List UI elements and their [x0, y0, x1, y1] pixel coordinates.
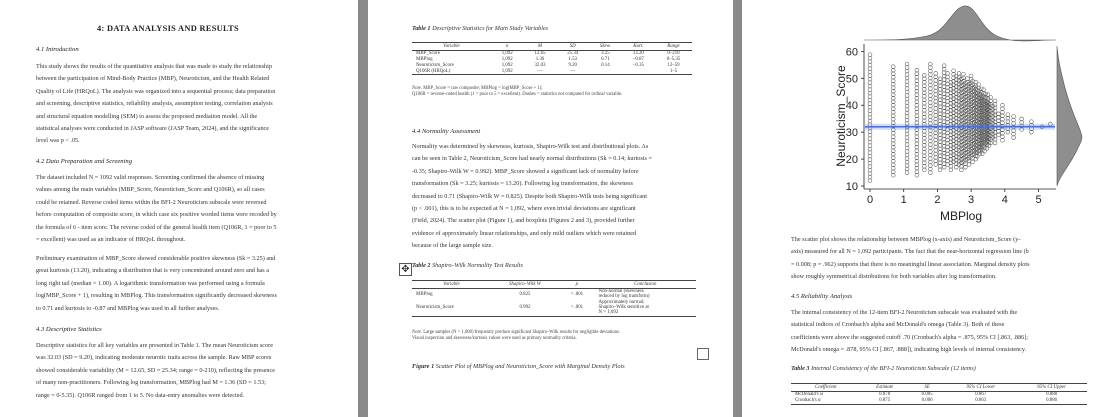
table1-note-line-2: Q106R = reverse-coded health (1 = poor to 5 = excellent). Dashes = statistics not computed for ordinal variable. [412, 92, 623, 97]
paragraph-normality [412, 141, 698, 253]
paragraph-line: McDonald's omega = .878, 95% CI [.867, .888]), indicating high levels of internal consistency. [791, 346, 1027, 354]
table-header-cell: Skew. [589, 43, 622, 51]
table-cell: 32.03 [534, 62, 546, 68]
table2-note [412, 330, 620, 342]
paragraph-descriptive-statistics [36, 340, 322, 402]
table2-note-label: Note. [412, 330, 423, 335]
table-cell: 3.25 [601, 51, 610, 57]
x-tick-label: 1 [900, 194, 907, 206]
table-cell: Cronbach's α [791, 398, 861, 404]
y-tick-label: 10 [845, 181, 858, 193]
table-header-cell: Estimate [861, 384, 909, 392]
document-page-3 [742, 0, 1100, 417]
table-cell: 1,092 [501, 62, 513, 68]
x-axis-label: MBPlog [939, 209, 983, 223]
table1-caption [412, 25, 548, 32]
table-header-cell: Shapiro–Wilk W [491, 281, 559, 289]
table-header-row [791, 384, 1087, 392]
paragraph-line: Normality was determined by skewness, kurtosis, Shapiro-Wilk test and distributional plots. As [412, 143, 649, 150]
table-cell: 13.20 [632, 51, 644, 57]
paragraph-line: and screening, descriptive statistics, reliability analysis, assumption testing, correlation analysis [36, 100, 273, 108]
table-cell: −0.35 [632, 62, 644, 68]
table-header-cell: p [559, 281, 594, 289]
paragraph-line: This study shows the results of the quantitative analysis that was made to study the relationship [36, 63, 272, 70]
paragraph-line: the formula of 6 - item score. The reverse coded of the general health item (Q106R, 1 = poor to 5 [36, 223, 277, 231]
table3-internal-consistency [791, 383, 1087, 405]
paragraph-line: evidence of approximately linear relationships, and only mild outliers which were retained [412, 229, 637, 237]
paragraph-line: Quality of Life (HRQoL). The analysis was organized into a sequential process; data preparation [36, 87, 276, 95]
move-handle-icon[interactable]: ✥ [399, 263, 412, 276]
paragraph-line: between the participation of Mind-Body Practice (MBP), Neuroticism, and the Health Related [36, 75, 270, 83]
x-tick-label: 2 [934, 194, 941, 206]
table-cell [595, 289, 696, 300]
table-cell: Neuroticism_Score [412, 300, 491, 316]
paragraph-preliminary-examination [36, 253, 322, 315]
table-cell-line: reduced by log transform) [598, 294, 650, 300]
paragraph-line: The dataset included N = 1092 valid responses. Screening confirmed the absence of missing [36, 174, 265, 181]
paragraph-line: axis) measured for all N = 1,092 participants. The fact that the near-horizontal regression line (b [791, 248, 1029, 256]
table1-note-label: Note. [412, 86, 423, 91]
table-cell: — [556, 68, 589, 74]
table-cell: 0–210 [667, 51, 680, 57]
table2-note-line-2: Visual inspection and skewness/kurtosis values were used as primary normality criteria. [412, 336, 577, 341]
table-cell: 0.867 [975, 392, 987, 398]
y-tick-label: 50 [845, 73, 858, 86]
table-cell: 25.34 [567, 51, 579, 57]
table-cell: < .001 [559, 300, 594, 316]
paragraph-line: show roughly symmetrical distributions for both variables after log transformation. [791, 273, 997, 281]
table-cell: Neuroticism_Score [416, 62, 454, 68]
paragraph-line: great kurtosis (13.20), indicating a distribution that is very concentrated around zero and has a [36, 267, 269, 275]
paragraph-line: log(MBP_Score + 1), resulting in MBPlog. This transformation significantly decreased skewness [36, 292, 277, 300]
table-header-cell: Kurt. [622, 43, 655, 51]
paragraph-line: statistical analyses were conducted in JASP software (JASP Team, 2024), and the significance [36, 125, 270, 133]
y-tick-label: 40 [845, 100, 858, 113]
table-row [412, 289, 696, 300]
paragraph-line: long right tail (median = 1.00). A logarithmic transformation was performed using a formula [36, 279, 265, 287]
table1-note [412, 86, 622, 98]
paragraph-line: = excellent) was used as an indicator of HRQoL throughout. [36, 236, 186, 244]
paragraph-data-preparation [36, 172, 322, 246]
paragraph-line: decreased to 0.71 (Shapiro-Wilk W = 0.825). Despite both Shapiro-Wilk tests being significant [412, 192, 647, 200]
paragraph-line: -0.35; Shapiro-Wilk W = 0.992). MBP_Score showed a significant lack of normality before [412, 167, 639, 175]
table-cell [595, 300, 696, 316]
paragraph-line: range = 0-5.35). Q106R ranged from 1 to 5. No data-entry anomalies were detected. [36, 391, 245, 399]
table-header-row [412, 43, 692, 51]
paragraph-reliability [791, 307, 1081, 357]
paragraph-line: level was p < .05. [36, 137, 80, 145]
section-heading-reliability: 4.5 Reliability Analysis [791, 293, 853, 300]
table-cell-line: Non-normal (skewness [598, 289, 644, 295]
table-cell: 1.53 [568, 57, 577, 63]
table-cell: McDonald's ω [795, 392, 824, 398]
table-cell: 12–59 [667, 62, 680, 68]
table-header-cell: SD [556, 43, 589, 51]
section-heading-normality: 4.4 Normality Assessment [412, 128, 481, 135]
paragraph-line: Preliminary examination of MBP_Score showed considerable positive skewness (Sk = 3.25) and [36, 255, 276, 262]
table2-caption [412, 262, 523, 269]
table-cell: 0.992 [491, 300, 559, 316]
section-heading-data-preparation: 4.2 Data Preparation and Screening [36, 158, 133, 165]
table-header-cell: SE [909, 384, 946, 392]
paragraph-line: could be retained. Reverse coded items within the BFI-2 Neuroticism subscale were reversed [36, 198, 267, 206]
table-cell-line: Shapiro–Wilk sensitive at [598, 305, 649, 311]
table-cell: 0.006 [909, 398, 946, 404]
x-tick-label: 5 [1035, 194, 1042, 206]
y-marginal-density [1057, 46, 1082, 186]
table-cell: −0.87 [632, 57, 644, 63]
paragraph-line: of many non-practitioners. Following log transformation, MBPlog had M = 1.36 (SD = 1.53; [36, 379, 266, 387]
paragraph-line: can be seen in Table 2, Neuroticism_Score had nearly normal distributions (Sk = 0.14; kurtosis = [412, 155, 652, 163]
paragraph-introduction [36, 61, 322, 148]
table-header-cell: n [491, 43, 524, 51]
table-cell: Q106R (HRQoL) [412, 68, 491, 74]
table-cell: 0.71 [601, 57, 610, 63]
x-tick-label: 3 [968, 194, 975, 206]
figure1-scatter-plot [742, 0, 1100, 230]
table-row [791, 398, 1087, 404]
table-header-cell: M [524, 43, 557, 51]
table-cell [589, 68, 622, 74]
paragraph-line: showed considerable variability (M = 12.65, SD = 25.34; range = 0-210), reflecting the presence [36, 366, 275, 374]
table-cell [622, 68, 655, 74]
table-header-cell: Variable [412, 281, 491, 289]
x-marginal-density [864, 6, 1056, 41]
table-cell-line: Approximately normal; [598, 300, 645, 306]
document-page-2 [368, 0, 733, 417]
x-tick-label: 0 [866, 194, 874, 206]
table1-descriptive-statistics [412, 42, 692, 75]
table-header-cell: Conclusion [595, 281, 696, 289]
paragraph-line: transformation (Sk = 3.25; kurtosis = 13.20). Following log transformation, the skewness [412, 180, 633, 188]
table1-caption-label: Table 1 [412, 25, 431, 32]
y-axis-label: Neuroticism_Score [834, 65, 848, 167]
table-header-cell: Coefficient [791, 384, 861, 392]
section-heading-introduction: 4.1 Introduction [36, 46, 79, 53]
table-cell: 1,092 [501, 57, 513, 63]
paragraph-line: Descriptive statistics for all key variables are presented in Table 1. The mean Neuroticism score [36, 342, 273, 349]
table2-note-line-1: Large samples (N > 1,000) frequently produce significant Shapiro–Wilk results for negligible deviations. [422, 330, 621, 335]
table-header-row [412, 281, 696, 289]
table-cell: — [524, 68, 557, 74]
selection-checkbox[interactable] [697, 348, 709, 360]
figure1-caption [412, 363, 625, 370]
table-header-cell: Range [655, 43, 692, 51]
table-cell: 0.878 [879, 392, 891, 398]
paragraph-line: The internal consistency of the 12-item BFI-2 Neuroticism subscale was evaluated with the [791, 309, 1018, 316]
table-cell: 0.875 [861, 398, 909, 404]
paragraph-line: coefficients were above the suggested cutoff .70 (Cronbach's alpha = .875, 95% CI [.863, .886]; [791, 333, 1029, 341]
x-tick-label: 4 [1001, 194, 1008, 206]
y-tick-label: 20 [845, 154, 858, 167]
paragraph-scatter-description [791, 234, 1081, 284]
table-cell: 1,092 [501, 51, 513, 57]
paragraph-line: The scatter plot shows the relationship between MBPlog (x-axis) and Neuroticism_Score (y- [791, 236, 1021, 243]
table-row [412, 300, 696, 316]
table-cell: 1.36 [535, 57, 545, 63]
table-cell: MBPlog [416, 291, 433, 297]
table-row [412, 68, 692, 74]
table-cell: 0.14 [601, 62, 610, 68]
table-cell: 1–5 [655, 68, 692, 74]
table-cell: MBPlog [416, 57, 433, 63]
figure1-caption-label: Figure 1 [412, 363, 435, 370]
chapter-title: 4: DATA ANALYSIS AND RESULTS [97, 24, 239, 33]
figure1-caption-text: Scatter Plot of MBPlog and Neuroticism_Score with Marginal Density Plots [434, 363, 625, 370]
table-cell: 0.886 [1016, 398, 1087, 404]
table-cell: 12.65 [534, 51, 546, 57]
paragraph-line: = 0.008; p = .962) supports that there is no meaningful linear association. Marginal density plots [791, 260, 1030, 268]
paragraph-line: was 32.03 (SD = 9.20), indicating moderate neurotic traits across the sample. Raw MBP scores [36, 354, 272, 362]
table-cell: 0.888 [1046, 392, 1058, 398]
table1-caption-text: Descriptive Statistics for Main Study Variables [430, 25, 549, 32]
table-cell: 9.20 [568, 62, 577, 68]
y-tick-label: 60 [845, 46, 858, 59]
table3-caption [791, 365, 976, 372]
table-cell: 0.825 [519, 291, 531, 297]
table-cell: 0.863 [945, 398, 1016, 404]
table-header-cell: 95% CI Lower [945, 384, 1016, 392]
paragraph-line: statistical indices of Cronbach's alpha and McDonald's omega (Table 3). Both of these [791, 321, 1005, 329]
y-tick-label: 30 [845, 127, 858, 140]
table-header-cell: Variable [412, 43, 491, 51]
document-page-1 [0, 0, 358, 417]
paragraph-line: values among the main variables (MBP_Score, Neuroticism_Score and Q106R), so all cases [36, 186, 265, 194]
table1-note-line-1: MBP_Score = raw composite; MBPlog = log(MBP_Score + 1); [422, 86, 543, 91]
table2-shapiro-wilk [412, 280, 696, 317]
table3-caption-text: Internal Consistency of the BFI-2 Neuroticism Subscale (12 items) [809, 365, 976, 372]
paragraph-line: (Field, 2024). The scatter plot (Figure 1), and boxplots (Figures 2 and 3), provided further [412, 217, 635, 225]
table-cell: 0–5.35 [666, 57, 681, 63]
section-heading-descriptive-statistics: 4.3 Descriptive Statistics [36, 326, 102, 333]
table-cell: < .001 [570, 291, 584, 297]
paragraph-line: (p < .001), this is to be expected at N = 1,092, where even trivial deviations are significant [412, 205, 636, 213]
table2-caption-label: Table 2 [412, 262, 431, 269]
paragraph-line: because of the large sample size. [412, 242, 493, 250]
paragraph-line: before computation of composite score, in which case six positive worded items were recoded by [36, 211, 277, 219]
paragraph-line: and structural equation modelling (SEM) to assess the proposed mediation model. All the [36, 112, 258, 120]
table2-caption-text: Shapiro–Wilk Normality Test Results [430, 262, 523, 269]
table-cell-line: N = 1,092 [598, 310, 619, 316]
paragraph-line: to 0.71 and kurtosis to -0.87 and MBPlog was used in all further analyses. [36, 304, 220, 312]
table-cell: 1,092 [491, 68, 524, 74]
table3-caption-label: Table 3 [791, 365, 810, 372]
table-cell: 0.005 [921, 392, 933, 398]
table-header-cell: 95% CI Upper [1016, 384, 1087, 392]
table-cell: MBP_Score [416, 51, 440, 57]
